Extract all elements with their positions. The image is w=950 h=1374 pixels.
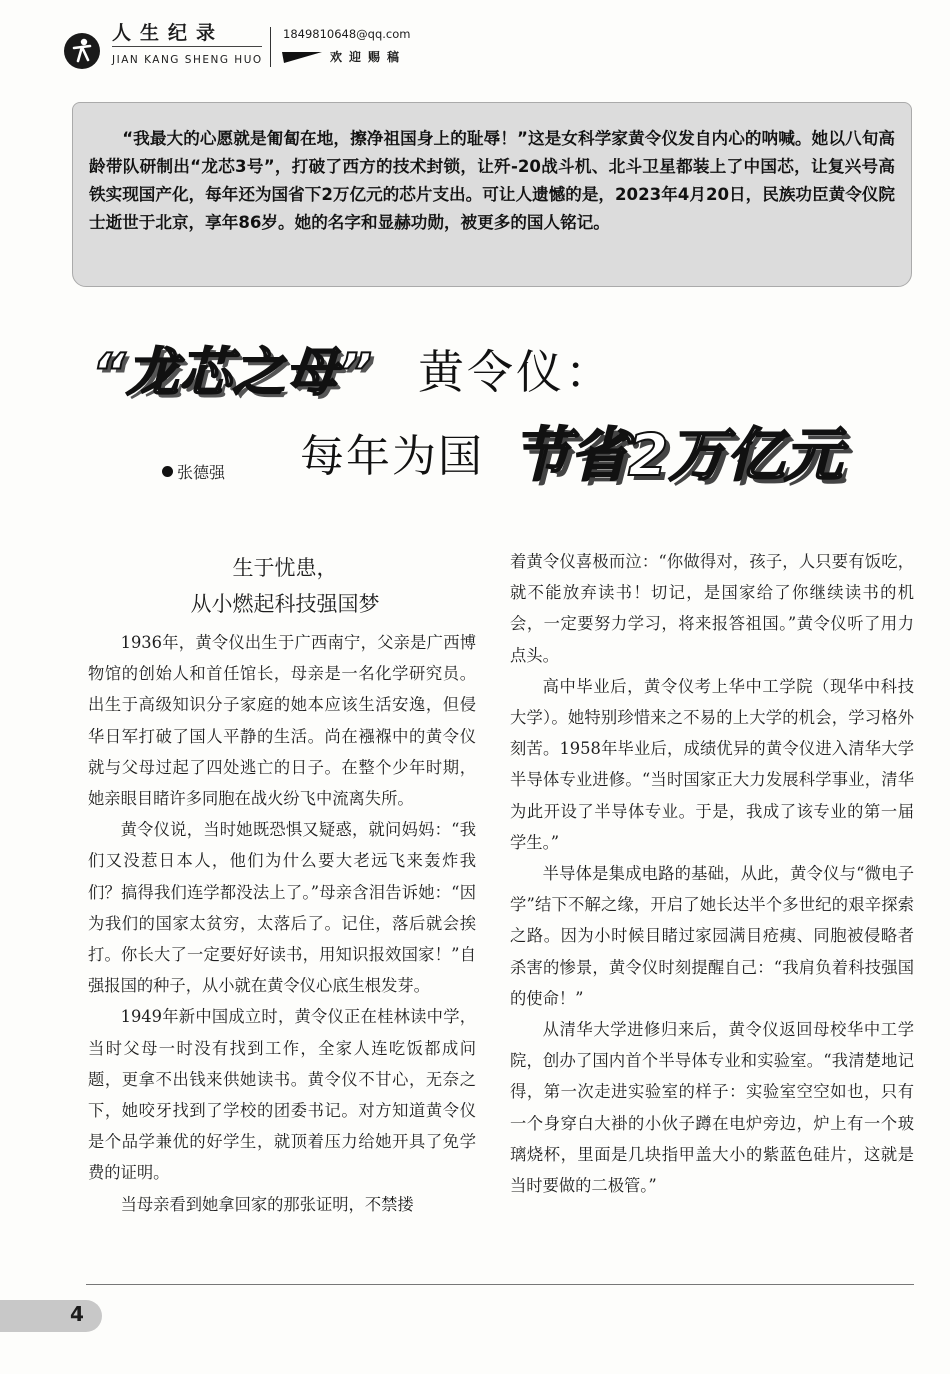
column-title: 人生纪录: [112, 22, 225, 44]
intro-box: [72, 102, 912, 287]
left-column: [88, 627, 476, 1220]
footer-rule: [86, 1284, 914, 1285]
paragraph: 1936年，黄令仪出生于广西南宁，父亲是广西博物馆的创始人和首任馆长，母亲是一名化学研究员。出生于高级知识分子家庭的她本应该生活安逸，但侵华日军打破了国人平静的生活。尚在襁褓中的黄令仪就与父母过起了四处逃亡的日子。在整个少年时期，她亲眼目睹许多同胞在战火纷飞中流离失所。: [88, 633, 476, 809]
title-highlight-line2: 节省2万亿元: [512, 421, 843, 489]
arrow-icon: [282, 50, 324, 64]
welcome-text: 欢迎赐稿: [330, 50, 407, 64]
paragraph: 半导体是集成电路的基础，从此，黄令仪与“微电子学”结下不解之缘，开启了她长达半个多世纪的艰辛探索之路。因为小时候目睹过家园满目疮痍、同胞被侵略者杀害的惨景，黄令仪时刻提醒自己：“我肩负着科技强国的使命！”: [510, 864, 914, 1008]
paragraph: 黄令仪说，当时她既恐惧又疑惑，就问妈妈：“我们又没惹日本人，他们为什么要大老远飞来轰炸我们？搞得我们连学都没法上了。”母亲含泪告诉她：“因为我们的国家太贫穷，太落后了。记住，落后就会挨打。你长大了一定要好好读书，用知识报效国家！”自强报国的种子，从小就在黄令仪心底生根发芽。: [88, 820, 476, 996]
title-name: 黄令仪：: [418, 345, 614, 399]
author-byline: 张德强: [162, 460, 225, 483]
paragraph: 从清华大学进修归来后，黄令仪返回母校华中工学院，创办了国内首个半导体专业和实验室。“我清楚地记得，第一次走进实验室的样子：实验室空空如也，只有一个身穿白大褂的小伙子蹲在电炉旁边，炉上有一个玻璃烧杯，里面是几块指甲盖大小的紫蓝色硅片，这就是当时要做的二极管。”: [510, 1020, 914, 1196]
magazine-logo-icon: [64, 33, 100, 69]
section-heading-line1: 生于忧患，: [232, 556, 338, 580]
header-separator: [270, 27, 271, 67]
contact-email: 1849810648@qq.com: [283, 27, 411, 41]
title-line2-plain: 每年为国: [300, 431, 484, 482]
paragraph: 高中毕业后，黄令仪考上华中工学院（现华中科技大学）。她特别珍惜来之不易的上大学的机会，学习格外刻苦。1958年毕业后，成绩优异的黄令仪进入清华大学半导体专业进修。“当时国家正大力发展科学事业，清华为此开设了半导体专业。于是，我成了该专业的第一届学生。”: [510, 676, 914, 852]
title-highlight-line1: “龙芯之母”: [92, 343, 373, 403]
paragraph-continued: 着黄令仪喜极而泣：“你做得对，孩子，人只要有饭吃，就不能放弃读书！切记，是国家给了你继续读书的机会，一定要努力学习，将来报答祖国。”黄令仪听了用力点头。: [510, 552, 914, 665]
paragraph: 当母亲看到她拿回家的那张证明，不禁搂: [120, 1194, 414, 1214]
header-divider: [112, 46, 262, 47]
page-number: 4: [70, 1302, 84, 1326]
paragraph: 1949年新中国成立时，黄令仪正在桂林读中学，当时父母一时没有找到工作，全家人连吃饭都成问题，更拿不出钱来供她读书。黄令仪不甘心，无奈之下，她咬牙找到了学校的团委书记。对方知道黄令仪是个品学兼优的好学生，就顶着压力给她开具了免学费的证明。: [88, 1007, 476, 1183]
intro-text: “我最大的心愿就是匍匐在地，擦净祖国身上的耻辱！”这是女科学家黄令仪发自内心的呐喊。她以八旬高龄带队研制出“龙芯3号”，打破了西方的技术封锁，让歼-20战斗机、北斗卫星都装上了中国芯，让复兴号高铁实现国产化，每年还为国省下2万亿元的芯片支出。可让人遗憾的是，2023年4月20日，民族功臣黄令仪院士逝世于北京，享年86岁。她的名字和显赫功勋，被更多的国人铭记。: [89, 129, 895, 232]
section-heading-line2: 从小燃起科技强国梦: [190, 592, 380, 616]
page-number-tab: [0, 1300, 102, 1332]
right-column: [510, 546, 914, 1201]
column-pinyin: JIAN KANG SHENG HUO: [112, 54, 263, 66]
